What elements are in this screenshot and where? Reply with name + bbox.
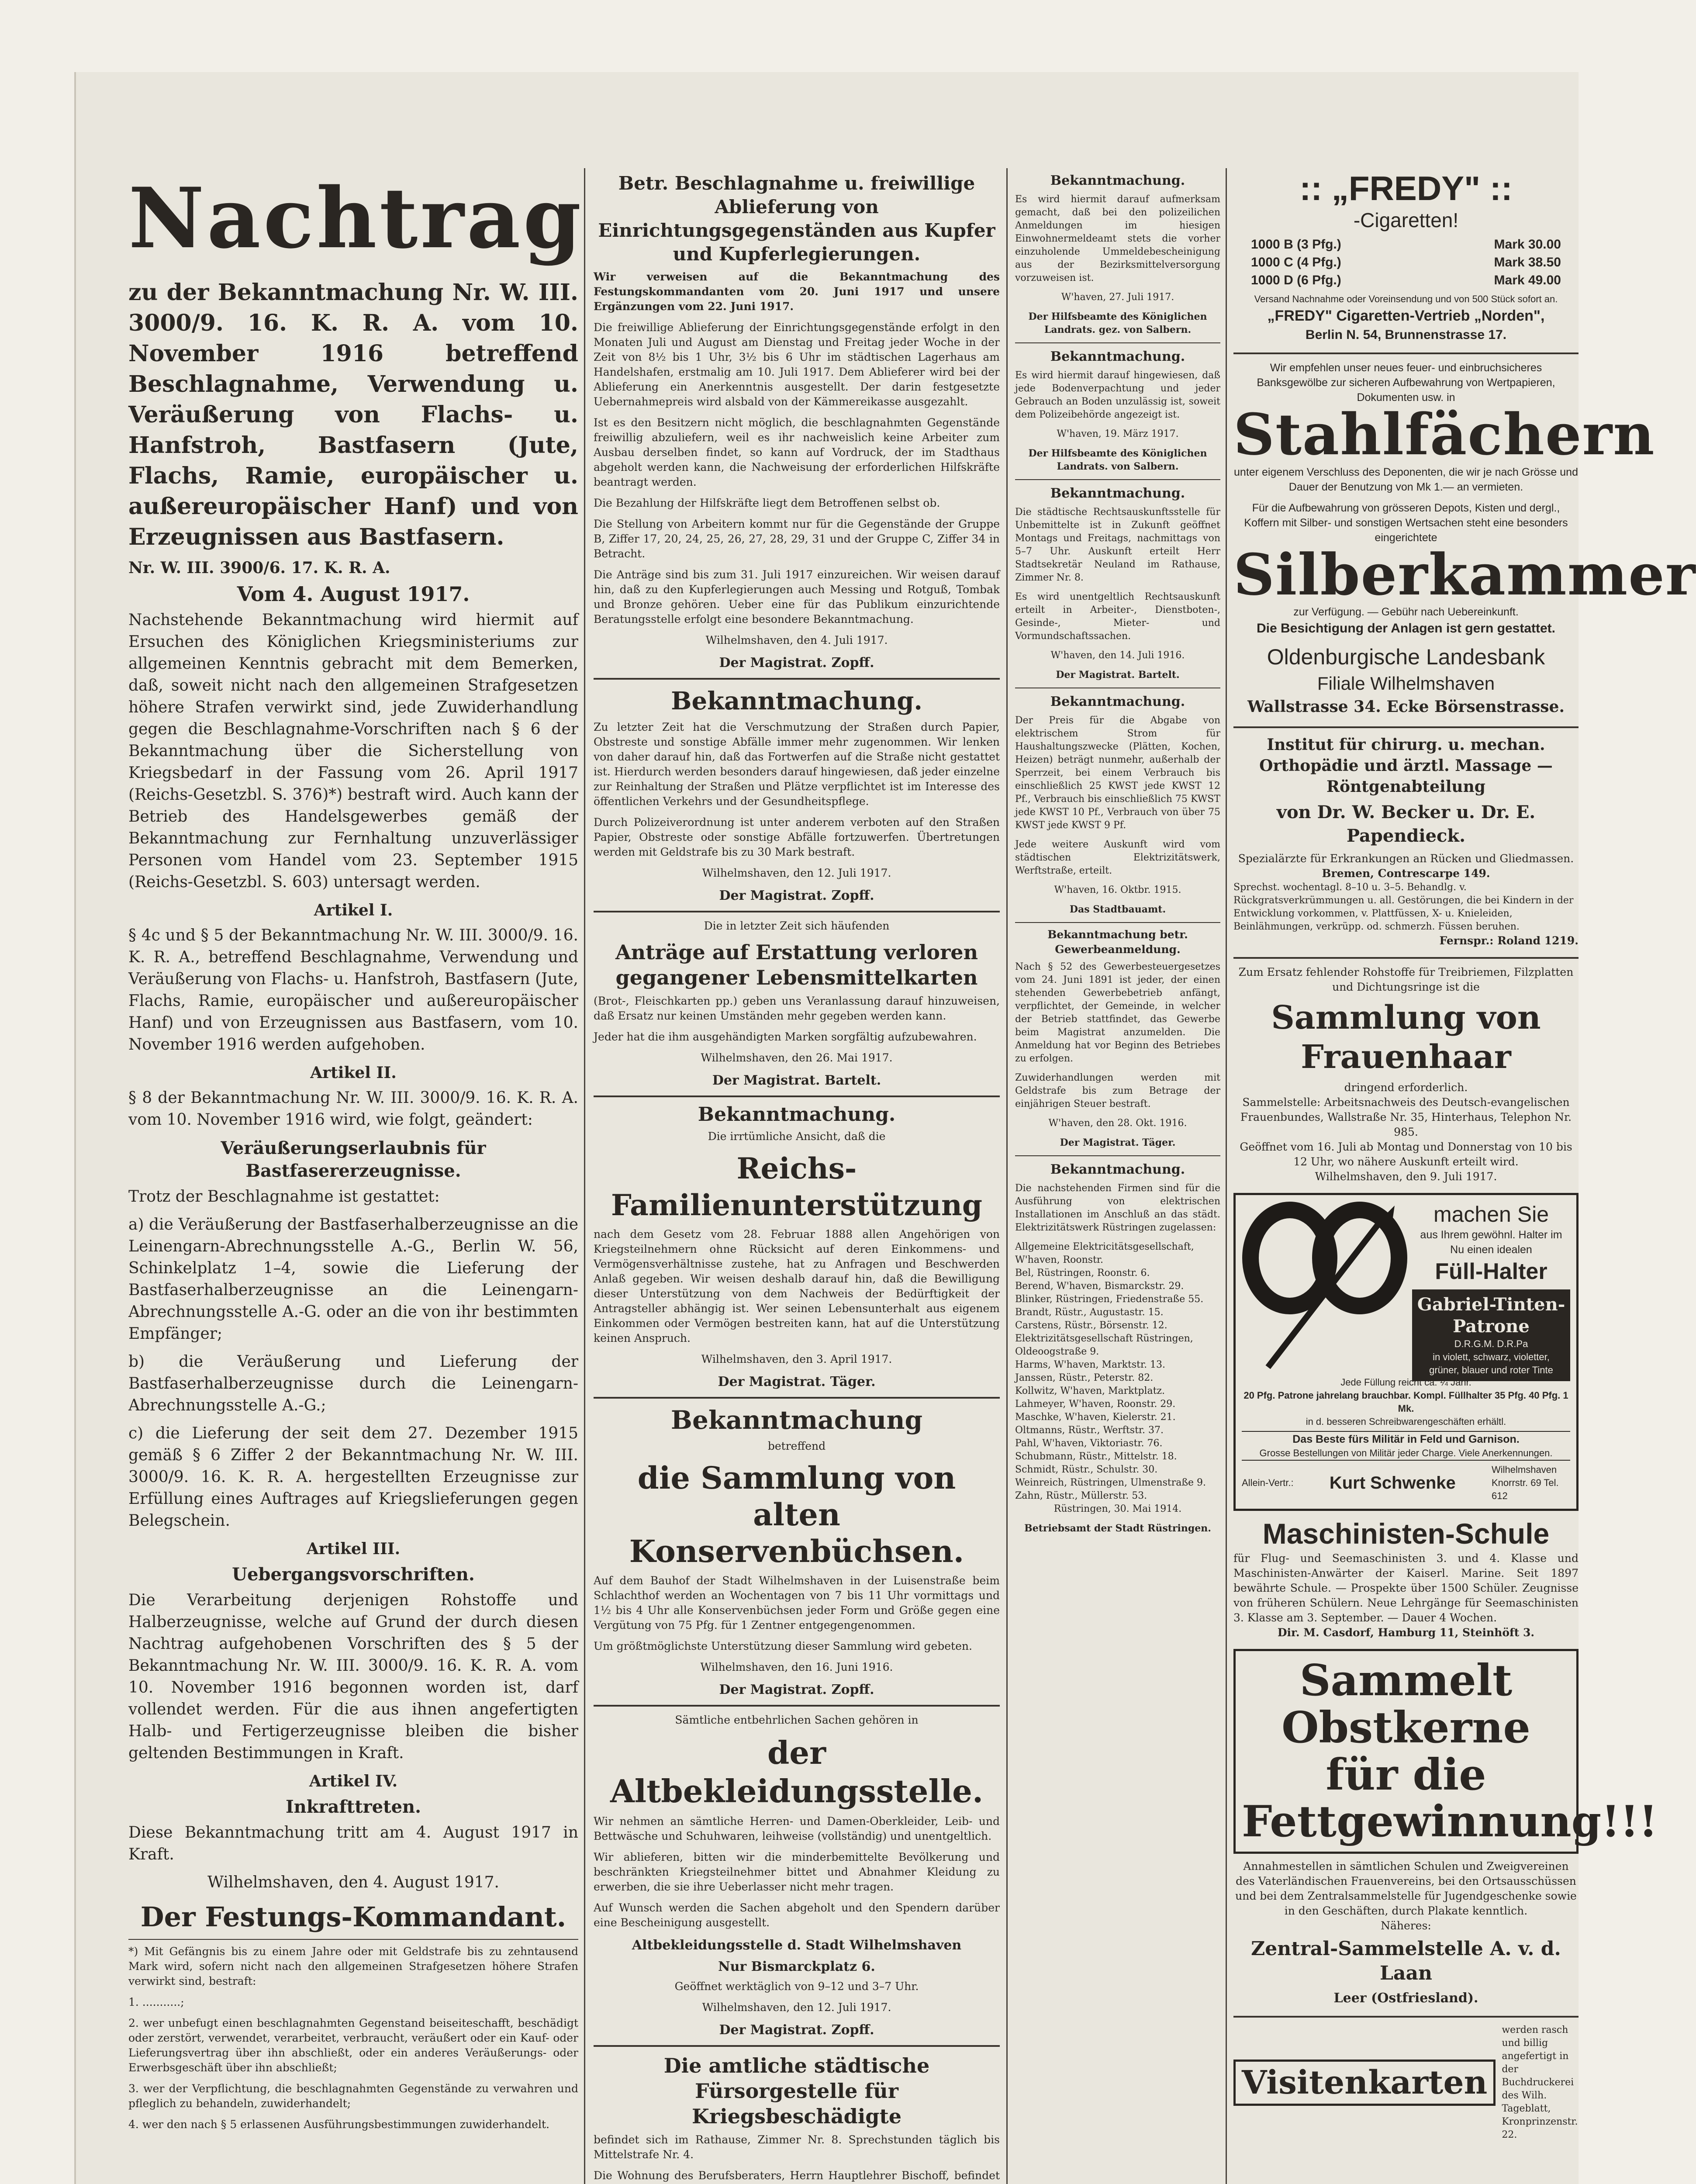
welfare-text: Die Wohnung des Berufsberaters, Herrn Hauptlehrer Bischoff, befindet [594, 2169, 1000, 2182]
support-text: nach dem Gesetz vom 28. Februar 1888 allen Angehörigen von Kriegsteilnehmern ohne Rücksicht auf deren Einkommens- und Vermögensverhältnisse zustehe, hat zu Anfragen und Beschwerden Anlaß gegeben. Wir weisen deshalb darauf hin, daß die Bewilligung dieser Unterstützung von dem Nachweis der Bedürftigkeit der Antragsteller abhängig ist. Wer seinen Lebensunterhalt aus eigenem Einkommen oder Vermögen bestreiten kann, hat auf die Unterstützung keinen Anspruch. [594, 1228, 1000, 1344]
notice-4-title: Bekanntmachung. [1050, 694, 1185, 709]
price-row [1251, 253, 1561, 271]
tins-big: die Sammlung von alten Konservenbüchsen. [629, 1460, 964, 1569]
column-4 [1233, 168, 1696, 2142]
list-item: Allgemeine Elektricitätsgesellschaft, W'haven, Roonstr. [1015, 1241, 1194, 1265]
clothes-text: Wir ablieferen, bitten wir die minderbemittelte Bevölkerung und beschränkten Kriegsteilnehmer bittet und Abnahmer Kleidung zu erwerben, die sie ihre Ueberlasser nicht mehr tragen. [594, 1851, 1000, 1893]
streets-text: Zu letzter Zeit hat die Verschmutzung der Straßen durch Papier, Obstreste und sonstige Abfälle immer mehr zugenommen. Wir lenken von daher darauf hin, daß das Fortwerfen auf die Straße nicht gestattet ist. Hierdurch werden besonders darauf hingewiesen, daß jeder einzelne zur Reinhaltung der Straßen und Plätze verpflichtet ist im Interesse des öffentlichen Verkehrs und der Gesundheitspflege. [594, 721, 1000, 808]
copper-place: Wilhelmshaven, den 4. Juli 1917. [705, 634, 888, 646]
notice-4-text: Jede weitere Auskunft wird vom städtischen Elektrizitätswerk, Werftstraße, erteilt. [1015, 839, 1220, 876]
fredy-subtitle: -Cigaretten! [1353, 209, 1459, 232]
streets-signature: Der Magistrat. Zopff. [719, 888, 874, 903]
newspaper-page [74, 72, 1696, 2184]
list-item: Maschke, W'haven, Kielerstr. 21. [1015, 1412, 1176, 1423]
support-big: Reichs-Familienunterstützung [611, 1151, 982, 1222]
tins-sub: betreffend [767, 1440, 826, 1452]
notice-6-place: Rüstringen, 30. Mai 1914. [1054, 1503, 1182, 1514]
pen-note: Jede Füllung reicht ca. ¼ Jahr. [1340, 1377, 1471, 1388]
pen-best: Das Beste fürs Militär in Feld und Garnison. [1242, 1431, 1570, 1447]
notice-3-text: Die städtische Rechtsauskunftsstelle für Unbemittelte ist in Zukunft geöffnet Montags und Freitags, nachmittags von 5–7 Uhr. Auskunft erteilt Herr Stadtsekretär Neuland im Rathause, Zimmer Nr. 8. [1015, 507, 1220, 583]
fredy-address: Berlin N. 54, Brunnenstrasse 17. [1305, 328, 1507, 342]
cards-title: Anträge auf Erstattung verloren gegangener Lebensmittelkarten [615, 940, 978, 989]
column-2 [594, 168, 1000, 2184]
tins-text: Auf dem Bauhof der Stadt Wilhelmshaven in der Luisenstraße beim Schlachthof werden an Wochentagen von 7 bis 11 Uhr vormittags und 1½ bis 4 Uhr alle Konservenbüchsen jeder Form und Größe gegen eine Vergütung von 75 Pfg. für 1 Zentner entgegengenommen. [594, 1574, 1000, 1631]
pen-patent: D.R.G.M. D.R.Pa [1454, 1338, 1528, 1349]
tins-place: Wilhelmshaven, den 16. Juni 1916. [700, 1661, 893, 1673]
kern-more: Näheres: [1381, 1919, 1431, 1932]
ad-obstkerne [1233, 1649, 1658, 1854]
list-item: Oltmanns, Rüstr., Werftstr. 37. [1015, 1425, 1164, 1436]
column-3 [1015, 168, 1220, 1541]
bank-branch: Filiale Wilhelmshaven [1317, 673, 1495, 694]
copper-ref: Wir verweisen auf die Bekanntmachung des Festungskommandanten vom 20. Juni 1917 und unsere Ergänzungen vom 22. Juni 1917. [594, 270, 1000, 313]
kern-text: Annahmestellen in sämtlichen Schulen und Zweigvereinen des Vaterländischen Frauenvereins, bei den Ortsausschüssen und bei dem Zentralsammelstelle für Jugendgeschenke sowie in den Geschäften, durch Plakate kenntlich. [1235, 1860, 1577, 1918]
pen-brand: Gabriel-Tinten-Patrone [1417, 1294, 1565, 1337]
hair-text: Sammelstelle: Arbeitsnachweis des Deutsch-evangelischen Frauenbundes, Wallstraße Nr. 35, Hinterhaus, Telephon Nr. 985. [1240, 1096, 1572, 1138]
tins-text: Um größtmöglichste Unterstützung dieser Sammlung wird gebeten. [594, 1640, 972, 1652]
pen-brand-box [1412, 1289, 1570, 1381]
article-3-text: Die Verarbeitung derjenigen Rohstoffe und Halberzeugnisse, welche auf Grund der durch diesen Nachtrag aufgehobenen Vorschriften des § 5 der Bekanntmachung Nr. W. III. 3000/9. 16. K. R. A. vom 10. November 1916 begonnen worden ist, darf vollendet werden. Für die aus ihnen angefertigten Halb- und Fertigerzeugnisse bleiben die bisher geltenden Bestimmungen in Kraft. [128, 1591, 578, 1762]
nachtrag-date: Vom 4. August 1917. [237, 582, 470, 606]
institute-speciality: Spezialärzte für Erkrankungen an Rücken und Gliedmassen. [1238, 852, 1574, 865]
footnote-item: 2. wer unbefugt einen beschlagnahmten Gegenstand beiseiteschafft, beschädigt oder zerstört, verwendet, verarbeitet, verbraucht, veräußert oder ein Kauf- oder Lieferungsvertrag über ihn abschließt, oder ein anderes Veräußerungs- oder Erwerbsgeschäft über ihn abschließt; [128, 2017, 578, 2074]
streets-place: Wilhelmshaven, den 12. Juli 1917. [702, 867, 891, 879]
article-4-text: Diese Bekanntmachung tritt am 4. August 1917 in Kraft. [128, 1824, 578, 1863]
ad-visitenkarten [1233, 2024, 1579, 2142]
clothes-text: Auf Wunsch werden die Sachen abgeholt und den Spendern darüber eine Bescheinigung ausgestellt. [594, 1901, 1000, 1929]
footnote-item: 3. wer der Verpflichtung, die beschlagnahmten Gegenstände zu verwahren und pfleglich zu behandeln, zuwiderhandelt; [128, 2082, 578, 2110]
clothes-address-2: Nur Bismarckplatz 6. [718, 1959, 875, 1974]
clothes-place: Wilhelmshaven, den 12. Juli 1917. [702, 2001, 891, 2014]
institute-text: Sprechst. wochentagl. 8–10 u. 3–5. Behandlg. v. Rückgratsverkrümmungen u. all. Gestörungen, die bei Kindern in der Entwicklung vorkommen, v. Plattfüssen, X- u. Knieleiden, Beinlähmungen, verkrüpp. od. schmerzh. Füssen beruhen. [1233, 882, 1574, 932]
notice-5-signature: Der Magistrat. Täger. [1060, 1137, 1176, 1148]
tins-signature: Der Magistrat. Zopff. [719, 1682, 874, 1697]
hair-sub: dringend erforderlich. [1344, 1081, 1468, 1094]
bank-silberkammer: Silberkammer [1233, 541, 1696, 608]
bank-text: Für die Aufbewahrung von grösseren Depots, Kisten und dergl., Koffern mit Silber- und sonstigen Wertsachen steht eine besonders eingerichtete [1244, 501, 1568, 544]
bank-text: zur Verfügung. — Gebühr nach Uebereinkunft. [1293, 606, 1519, 618]
copper-text: Die Bezahlung der Hilfskräfte liegt dem Betroffenen selbst ob. [594, 497, 940, 509]
kern-center: Zentral-Sammelstelle A. v. d. Laan [1251, 1938, 1561, 1985]
footnote-item: 4. wer den nach § 5 erlassenen Ausführungsbestimmungen zuwiderhandelt. [128, 2118, 550, 2131]
list-item: Janssen, Rüstr., Peterstr. 82. [1015, 1372, 1154, 1383]
streets-text: Durch Polizeiverordnung ist unter anderem verboten auf den Straßen Papier, Obstreste oder sonstige Abfälle fortzuwerfen. Übertretungen werden mit Geldstrafe bis zu 30 Mark bestraft. [594, 816, 1000, 858]
list-item: Schubmann, Rüstr., Mittelstr. 18. [1015, 1451, 1177, 1462]
hair-intro: Zum Ersatz fehlender Rohstoffe für Treibriemen, Filzplatten und Dichtungsringe ist die [1238, 966, 1574, 993]
bank-name: Oldenburgische Landesbank [1267, 645, 1545, 669]
institute-address: Bremen, Contrescarpe 149. [1322, 867, 1490, 880]
column-1 [128, 168, 584, 2138]
list-item: Lahmeyer, W'haven, Roonstr. 29. [1015, 1399, 1176, 1410]
price-value: Mark 30.00 [1494, 237, 1561, 252]
hair-place: Wilhelmshaven, den 9. Juli 1917. [1315, 1170, 1497, 1183]
clothes-address: Altbekleidungsstelle d. Stadt Wilhelmshaven [632, 1938, 962, 1953]
cards-place: Wilhelmshaven, den 26. Mai 1917. [701, 1051, 893, 1064]
footnote-item: 1. ...........; [128, 1996, 184, 2008]
kern-city: Leer (Ostfriesland). [1333, 1990, 1478, 2006]
notice-5-title: Bekanntmachung betr. Gewerbeanmeldung. [1047, 928, 1188, 956]
pen-headline: machen Sie [1433, 1202, 1549, 1227]
copper-title: Betr. Beschlagnahme u. freiwillige Ablieferung von Einrichtungsgegenständen aus Kupfer und Kupferlegierungen. [598, 173, 995, 265]
notice-2-place: W'haven, 19. März 1917. [1057, 429, 1179, 439]
notice-5-text: Nach § 52 des Gewerbesteuergesetzes vom 24. Juni 1891 ist jeder, der einen stehenden Gewerbebetrieb anfängt, verpflichtet, der Gemeinde, in welcher der Betrieb stattfindet, das Gewerbe beim Magistrat anzumelden. Die Anmeldung hat vor Beginn des Betriebes zu erfolgen. [1015, 961, 1220, 1064]
kern-big: Sammelt Obstkerne für die Fettgewinnung!!! [1242, 1655, 1658, 1847]
pen-text [1412, 1201, 1570, 1376]
school-title: Maschinisten-Schule [1262, 1517, 1550, 1550]
price-label: 1000 B (3 Pfg.) [1251, 237, 1341, 252]
fredy-firm: „FREDY" Cigaretten-Vertrieb „Norden", [1267, 308, 1545, 324]
notice-3-signature: Der Magistrat. Bartelt. [1056, 669, 1180, 681]
fredy-title: :: „FREDY" :: [1299, 169, 1513, 207]
institute-title: Institut für chirurg. u. mechan. Orthopädie und ärztl. Massage — Röntgenabteilung [1259, 736, 1553, 796]
column-rule [1006, 168, 1008, 2184]
pen-logo-icon [1242, 1201, 1408, 1376]
notice-5-text: Zuwiderhandlungen werden mit Geldstrafe bis zum Betrage der einjährigen Steuer bestraft. [1015, 1072, 1220, 1109]
notice-6-signature: Betriebsamt der Stadt Rüstringen. [1024, 1523, 1211, 1534]
article-2-item: a) die Veräußerung der Bastfaserhalberzeugnisse an die Leinengarn-Abrechnungsstelle A.-G., Berlin W. 56, Schinkelplatz 1–4, sowie die Lieferung der Bastfaserhalberzeugnisse an die Leinengarn-Abrechnungsstelle A.-G. oder an die von ihr bestimmten Empfänger; [128, 1216, 578, 1343]
notice-2-title: Bekanntmachung. [1050, 349, 1185, 364]
card-text: werden rasch und billig angefertigt in der Buchdruckerei des Wilh. Tageblatt, Kronprinzenstr. 22. [1502, 2025, 1578, 2141]
hair-big: Sammlung von Frauenhaar [1271, 999, 1541, 1076]
price-value: Mark 49.00 [1494, 273, 1561, 287]
notice-1-signature: Der Hilfsbeamte des Königlichen Landrats. gez. von Salbern. [1028, 311, 1207, 335]
price-row [1251, 271, 1561, 289]
ad-pen [1233, 1193, 1579, 1511]
notice-1-text: Es wird hiermit darauf aufmerksam gemacht, daß bei den polizeilichen Anmeldungen im hiesigen Einwohnermeldeamt stets die vorher einzuholende Ummeldebescheinigung aus der Bezirksmittelversorgung vorzuweisen ist. [1015, 194, 1220, 283]
list-item: Pahl, W'haven, Viktoriastr. 76. [1015, 1438, 1163, 1449]
notice-4-text: Der Preis für die Abgabe von elektrischem Strom für Haushaltungszwecke (Plätten, Kochen, Heizen) beträgt nunmehr, außerhalb der Sperrzeit, bei einem Verbrauch bis einschließlich 25 KWST jede KWST 12 Pf., Verbrauch bis einschließlich 75 KWST jede KWST 10 Pf., Verbrauch von über 75 KWST jede KWST 9 Pf. [1015, 715, 1220, 831]
article-2-permitted: Trotz der Beschlagnahme ist gestattet: [128, 1188, 440, 1206]
article-2-item: c) die Lieferung der seit dem 27. Dezember 1915 gemäß § 6 Ziffer 2 der Bekanntmachung Nr. W. III. 3000/9. 16. K. R. A. hergestellten Erzeugnisse zur Erfüllung eines Auftrages auf Kriegslieferungen gegen Belegschein. [128, 1424, 578, 1530]
institute-phone: Fernspr.: Roland 1219. [1439, 934, 1579, 947]
pen-agent-row [1242, 1460, 1570, 1503]
pen-panel [1242, 1201, 1570, 1376]
copper-text: Die Anträge sind bis zum 31. Juli 1917 einzureichen. Wir weisen darauf hin, daß zu den Kupferlegierungen auch Messing und Rotguß, Tombak und Bronze gehören. Ueber eine für das Publikum einzurichtende Beratungsstelle erfolgt eine besondere Bekanntmachung. [594, 568, 1000, 625]
price-label: 1000 C (4 Pfg.) [1251, 255, 1341, 270]
notice-3-title: Bekanntmachung. [1050, 486, 1185, 501]
clothes-big: der Altbekleidungsstelle. [610, 1734, 984, 1810]
pen-agent-address: Wilhelmshaven Knorrstr. 69 Tel. 612 [1491, 1464, 1559, 1501]
article-2-heading: Artikel II. [310, 1064, 397, 1082]
notice-3-text: Es wird unentgeltlich Rechtsauskunft erteilt in Arbeiter-, Dienstboten-, Gesinde-, Mieter- und Vormundschaftssachen. [1015, 591, 1220, 642]
list-item: Blinker, Rüstringen, Friedenstraße 55. [1015, 1294, 1204, 1305]
article-2-text: § 8 der Bekanntmachung Nr. W. III. 3000/9. 16. K. R. A. vom 10. November 1916 wird, wie folgt, geändert: [128, 1089, 578, 1129]
article-2-subheading: Veräußerungserlaubnis für Bastfasererzeugnisse. [221, 1138, 486, 1181]
nachtrag-number: Nr. W. III. 3900/6. 17. K. R. A. [128, 559, 390, 577]
list-item: Kollwitz, W'haven, Marktplatz. [1015, 1386, 1165, 1396]
article-3-heading: Artikel III. [306, 1540, 401, 1558]
cards-signature: Der Magistrat. Bartelt. [712, 1073, 881, 1088]
list-item: Schmidt, Rüstr., Schulstr. 30. [1015, 1464, 1158, 1475]
price-row [1251, 235, 1561, 253]
article-1-heading: Artikel I. [314, 901, 393, 919]
pen-subline: aus Ihrem gewöhnl. Halter im Nu einen idealen [1420, 1229, 1562, 1256]
pen-agent: Kurt Schwenke [1329, 1473, 1456, 1493]
article-2-item: b) die Veräußerung und Lieferung der Bastfaserhalberzeugnisse durch die Leinengarn-Abrechnungsstelle A.-G.; [128, 1353, 578, 1414]
welfare-title: Die amtliche städtische Fürsorgestelle für Kriegsbeschädigte [663, 2054, 930, 2128]
clothes-intro: Sämtliche entbehrlichen Sachen gehören in [675, 1714, 919, 1726]
support-place: Wilhelmshaven, den 3. April 1917. [701, 1353, 892, 1365]
ad-school [1233, 1516, 1579, 1640]
nachtrag-subtitle: zu der Bekanntmachung Nr. W. III. 3000/9. 16. K. R. A. vom 10. November 1916 betreffend Beschlagnahme, Verwendung u. Veräußerung von Flachs- u. Hanfstroh, Bastfasern (Jute, Flachs, Ramie, europäischer u. außereuropäischer Hanf) und von Erzeugnissen aus Bastfasern. [128, 279, 578, 550]
notice-4-signature: Das Stadtbauamt. [1069, 904, 1166, 915]
cards-text: (Brot-, Fleischkarten pp.) geben uns Veranlassung darauf hinzuweisen, daß Ersatz nur keinen Umständen mehr gegeben werden kann. [594, 995, 1000, 1022]
notice-5-place: W'haven, den 28. Okt. 1916. [1048, 1118, 1187, 1129]
card-big: Visitenkarten [1242, 2064, 1488, 2102]
ad-hair [1233, 965, 1579, 1184]
fredy-shipping: Versand Nachnahme oder Voreinsendung und von 500 Stück sofort an. [1254, 294, 1558, 304]
column-rule [584, 168, 585, 2184]
hair-hours: Geöffnet vom 16. Juli ab Montag und Donnerstag von 10 bis 12 Uhr, wo nähere Auskunft erteilt wird. [1240, 1140, 1572, 1168]
copper-text: Die freiwillige Ablieferung der Einrichtungsgegenstände erfolgt in den Monaten Juli und August am Dienstag und Freitag jeder Woche in der Zeit von 8½ bis 1 Uhr, 3½ bis 6 Uhr im städtischen Lagerhaus am Handelshafen, erstmalig am 10. Juli 1917. Dem Ablieferer wird bei der Ablieferung ein Anerkenntnis ausgestellt. Der darin festgesetzte Uebernahmepreis wird alsbald von der Kämmereikasse ausgezahlt. [594, 321, 1000, 408]
copper-signature: Der Magistrat. Zopff. [719, 655, 874, 670]
support-intro: Die irrtümliche Ansicht, daß die [708, 1130, 886, 1143]
pen-price: 20 Pfg. Patrone jahrelang brauchbar. Kompl. Füllhalter 35 Pfg. 40 Pfg. 1 Mk. [1244, 1390, 1568, 1414]
fredy-prices [1251, 235, 1561, 289]
pen-sale: in d. besseren Schreibwarengeschäften erhältl. [1306, 1416, 1506, 1427]
support-title: Bekanntmachung. [698, 1103, 896, 1126]
price-value: Mark 38.50 [1494, 255, 1561, 270]
ad-fredy [1233, 168, 1579, 344]
bank-text: Die Besichtigung der Anlagen ist gern gestattet. [1257, 621, 1555, 636]
list-item: Berend, W'haven, Bismarckstr. 29. [1015, 1281, 1184, 1292]
article-4-subheading: Inkrafttreten. [285, 1797, 421, 1817]
list-item: Weinreich, Rüstringen, Ulmenstraße 9. [1015, 1477, 1206, 1488]
tins-title: Bekanntmachung [670, 1405, 923, 1435]
card-box [1233, 2060, 1496, 2106]
institute-doctors: von Dr. W. Becker u. Dr. E. Papendieck. [1276, 802, 1536, 846]
price-label: 1000 D (6 Pfg.) [1251, 273, 1341, 287]
welfare-text: befindet sich im Rathause, Zimmer Nr. 8. Sprechstunden täglich bis Mittelstrafe Nr. 4. [594, 2133, 1000, 2161]
list-item: Brandt, Rüstr., Augustastr. 15. [1015, 1307, 1164, 1318]
school-director: Dir. M. Casdorf, Hamburg 11, Steinhöft 3. [1277, 1626, 1535, 1639]
footnote: *) Mit Gefängnis bis zu einem Jahre oder mit Geldstrafe bis zu zehntausend Mark wird, sofern nicht nach den allgemeinen Strafgesetzen höhere Strafen verwirkt sind, bestraft: [128, 1945, 578, 1987]
clothes-signature: Der Magistrat. Zopff. [719, 2022, 874, 2038]
list-item: Bel, Rüstringen, Roonstr. 6. [1015, 1268, 1150, 1279]
pen-vertr: Allein-Vertr.: [1242, 1477, 1294, 1488]
article-3-subheading: Uebergangsvorschriften. [232, 1564, 475, 1585]
notice-1-title: Bekanntmachung. [1050, 173, 1185, 188]
notice-2-text: Es wird hiermit darauf hingewiesen, daß jede Bodenverpachtung und jeder Gebrauch an Boden unzulässig ist, soweit dem Polizeibehörde angezeigt ist. [1015, 370, 1220, 420]
pen-colors: in violett, schwarz, violetter, grüner, blauer und roter Tinte [1429, 1351, 1553, 1375]
list-item: Harms, W'haven, Marktstr. 13. [1015, 1359, 1166, 1370]
copper-text: Die Stellung von Arbeitern kommt nur für die Gegenstände der Gruppe B, Ziffer 17, 20, 24, 25, 26, 27, 28, 29, 31 und der Gruppe C, Ziffer 34 in Betracht. [594, 518, 1000, 560]
copper-text: Ist es den Besitzern nicht möglich, die beschlagnahmten Gegenstände freiwillig abzuliefern, weil es ihr nachweislich keine Arbeiter zum Ausbau derselben findet, so kann auf Vordruck, der im Stadthaus abgeholt werden kann, die Nachweisung der erforderlichen Hilfskräfte beantragt werden. [594, 416, 1000, 488]
nachtrag-place-date: Wilhelmshaven, den 4. August 1917. [207, 1873, 499, 1891]
notice-6-text: Die nachstehenden Firmen sind für die Ausführung von elektrischen Installationen im Anschluß an das städt. Elektrizitätswerk Rüstringen zugelassen: [1015, 1183, 1220, 1233]
bank-text: unter eigenem Verschluss des Deponenten, die wir je nach Grösse und Dauer der Benutzung von Mk 1.— an vermieten. [1234, 466, 1578, 493]
list-item: Zahn, Rüstr., Müllerstr. 53. [1015, 1490, 1147, 1501]
ad-obstkerne-info [1233, 1859, 1579, 2007]
cards-text: Jeder hat die ihm ausgehändigten Marken sorgfältig aufzubewahren. [594, 1030, 977, 1043]
installer-list [1015, 1241, 1220, 1503]
ad-institute [1233, 734, 1579, 948]
clothes-text: Wir nehmen an sämtliche Herren- und Damen-Oberkleider, Leib- und Bettwäsche und Schuhwaren, leihweise (vollständig) und unentgeltlich. [594, 1815, 1000, 1842]
article-4-heading: Artikel IV. [309, 1772, 398, 1790]
bank-stahlfaecher: Stahlfächern [1233, 401, 1655, 468]
cards-intro: Die in letzter Zeit sich häufenden [704, 919, 890, 932]
list-item: Carstens, Rüstr., Börsenstr. 12. [1015, 1320, 1168, 1331]
nachtrag-title: Nachtrag [128, 169, 584, 267]
list-item: Elektrizitätsgesellschaft Rüstringen, Oldeoogstraße 9. [1015, 1333, 1193, 1357]
ad-bank [1233, 360, 1696, 718]
bank-intro: Wir empfehlen unser neues feuer- und einbruchsicheres Banksgewölbe zur sicheren Aufbewahrung von Wertpapieren, Dokumenten usw. in [1257, 362, 1555, 404]
article-1-text: § 4c und § 5 der Bekanntmachung Nr. W. III. 3000/9. 16. K. R. A., betreffend Beschlagnahme, Verwendung und Veräußerung von Flachs- u. Hanfstroh, Bastfasern (Jute, Flachs, Ramie, europäischer und außereuropäischer Hanf) und von Erzeugnissen aus Bastfasern, vom 10. November 1916 werden aufgehoben. [128, 926, 578, 1054]
nachtrag-signature: Der Festungs-Kommandant. [140, 1901, 566, 1933]
column-rule [1226, 168, 1227, 2184]
clothes-hours: Geöffnet werktäglich von 9–12 und 3–7 Uhr. [674, 1980, 919, 1993]
support-signature: Der Magistrat. Täger. [718, 1374, 876, 1389]
notice-3-place: W'haven, den 14. Juli 1916. [1050, 650, 1185, 661]
notice-1-place: W'haven, 27. Juli 1917. [1061, 292, 1174, 303]
school-text: für Flug- und Seemaschinisten 3. und 4. Klasse und Maschinisten-Anwärter der Kaiserl. Marine. Seit 1897 bewährte Schule. — Prospekte über 1500 Schüler. Zeugnisse von früheren Schülern. Neue Lehrgänge für Seemaschinisten 3. Klasse am 3. September. — Dauer 4 Wochen. [1233, 1552, 1579, 1624]
pen-orders: Grosse Bestellungen von Militär jeder Charge. Viele Anerkennungen. [1259, 1448, 1553, 1458]
notice-6-title: Bekanntmachung. [1050, 1162, 1185, 1177]
pen-fuellhalter: Füll-Halter [1435, 1259, 1547, 1284]
streets-title: Bekanntmachung. [671, 687, 922, 715]
nachtrag-intro: Nachstehende Bekanntmachung wird hiermit auf Ersuchen des Königlichen Kriegsministeriums zur allgemeinen Kenntnis gebracht mit dem Bemerken, daß, soweit nicht nach den allgemeinen Strafgesetzen höhere Strafen verwirkt sind, jede Zuwiderhandlung gegen die Beschlagnahme-Vorschriften nach § 6 der Bekanntmachung über die Sicherstellung von Kriegsbedarf in der Fassung vom 26. April 1917 (Reichs-Gesetzbl. S. 376)*) bestraft wird. Auch kann der Betrieb des Handelsgewerbes gemäß der Bekanntmachung zur Fernhaltung unzuverlässiger Personen vom Handel vom 23. September 1915 (Reichs-Gesetzbl. S. 603) untersagt werden. [128, 611, 578, 891]
bank-address: Wallstrasse 34. Ecke Börsenstrasse. [1247, 698, 1565, 716]
notice-2-signature: Der Hilfsbeamte des Königlichen Landrats. von Salbern. [1028, 448, 1207, 472]
notice-4-place: W'haven, 16. Oktbr. 1915. [1054, 885, 1181, 895]
